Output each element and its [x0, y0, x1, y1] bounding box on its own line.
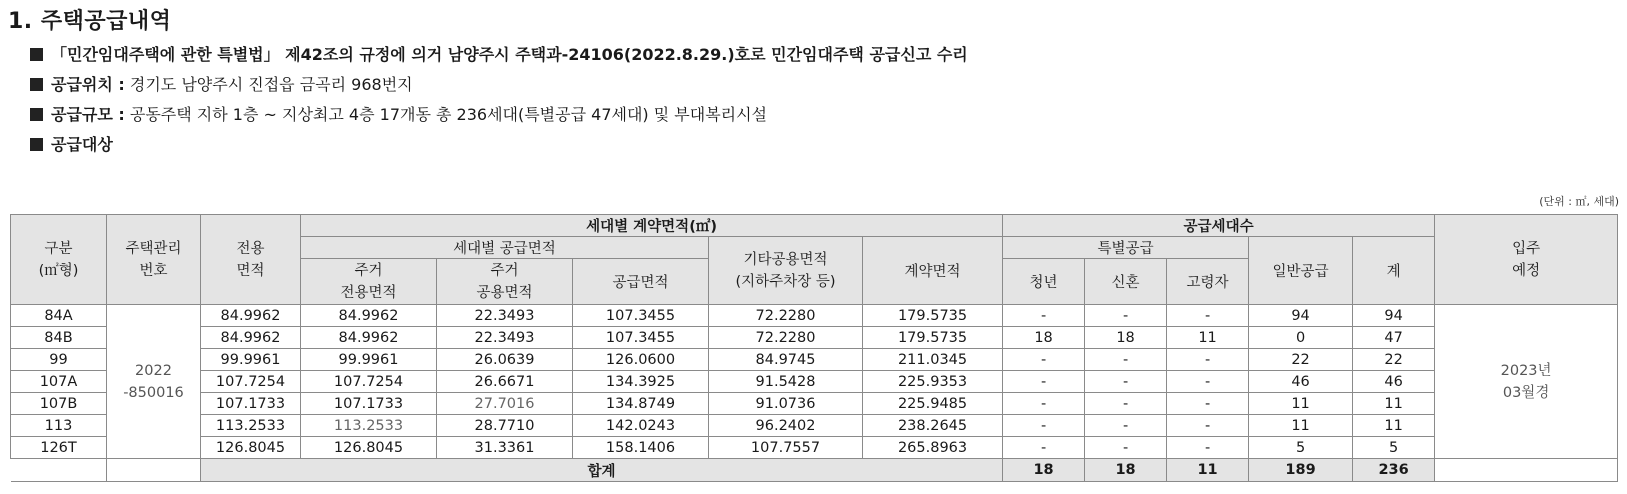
header-elderly: 고령자	[1167, 259, 1249, 305]
header-general-supply: 일반공급	[1249, 237, 1353, 305]
cell-type: 107A	[11, 371, 107, 393]
header-households-group: 공급세대수	[1003, 215, 1435, 237]
cell-total: 11	[1353, 393, 1435, 415]
cell-general: 11	[1249, 415, 1353, 437]
header-other-common: 기타공용면적 (지하주차장 등)	[709, 237, 863, 305]
cell-newlywed: -	[1085, 305, 1167, 327]
cell-residential-common: 26.6671	[437, 371, 573, 393]
bullet-list	[30, 40, 968, 160]
bullet-bold-text: 공급대상	[51, 135, 113, 154]
cell-total: 22	[1353, 349, 1435, 371]
cell-supply-area: 107.3455	[573, 305, 709, 327]
cell-supply-area: 134.3925	[573, 371, 709, 393]
cell-residential-exclusive: 113.2533	[301, 415, 437, 437]
cell-residential-common: 26.0639	[437, 349, 573, 371]
cell-general: 0	[1249, 327, 1353, 349]
cell-contract-area: 211.0345	[863, 349, 1003, 371]
bullet-item	[30, 130, 968, 160]
cell-supply-area: 158.1406	[573, 437, 709, 459]
cell-total: 47	[1353, 327, 1435, 349]
cell-other-common: 91.0736	[709, 393, 863, 415]
cell-contract-area: 179.5735	[863, 327, 1003, 349]
cell-type: 126T	[11, 437, 107, 459]
cell-residential-exclusive: 126.8045	[301, 437, 437, 459]
cell-residential-exclusive: 107.1733	[301, 393, 437, 415]
cell-supply-area: 126.0600	[573, 349, 709, 371]
cell-elderly: -	[1167, 349, 1249, 371]
cell-total: 94	[1353, 305, 1435, 327]
table-row	[11, 327, 1618, 349]
bullet-text: 경기도 남양주시 진접읍 금곡리 968번지	[124, 75, 413, 94]
header-newlywed: 신혼	[1085, 259, 1167, 305]
cell-youth: -	[1003, 349, 1085, 371]
cell-other-common: 96.2402	[709, 415, 863, 437]
cell-general: 46	[1249, 371, 1353, 393]
cell-residential-exclusive: 99.9961	[301, 349, 437, 371]
total-elderly: 11	[1167, 459, 1249, 482]
unit-note: (단위 : ㎡, 세대)	[1539, 195, 1619, 208]
header-movein: 입주 예정	[1435, 215, 1618, 305]
total-label: 합계	[201, 459, 1003, 482]
cell-elderly: -	[1167, 371, 1249, 393]
cell-exclusive-area: 84.9962	[201, 305, 301, 327]
cell-exclusive-area: 107.1733	[201, 393, 301, 415]
total-blank-cell	[107, 459, 201, 482]
cell-elderly: -	[1167, 305, 1249, 327]
cell-exclusive-area: 99.9961	[201, 349, 301, 371]
header-total: 계	[1353, 237, 1435, 305]
header-exclusive-area: 전용 면적	[201, 215, 301, 305]
cell-elderly: -	[1167, 437, 1249, 459]
table-row	[11, 393, 1618, 415]
header-supply-area-group: 세대별 공급면적	[301, 237, 709, 259]
cell-youth: -	[1003, 393, 1085, 415]
cell-type: 84A	[11, 305, 107, 327]
bullet-item	[30, 70, 968, 100]
square-bullet-icon	[30, 138, 43, 151]
cell-elderly: -	[1167, 415, 1249, 437]
cell-other-common: 84.9745	[709, 349, 863, 371]
cell-residential-common: 31.3361	[437, 437, 573, 459]
cell-exclusive-area: 113.2533	[201, 415, 301, 437]
cell-total: 11	[1353, 415, 1435, 437]
header-contract-area-group: 세대별 계약면적(㎡)	[301, 215, 1003, 237]
cell-other-common: 91.5428	[709, 371, 863, 393]
bullet-bold-text: 공급위치 :	[51, 75, 125, 94]
cell-newlywed: -	[1085, 415, 1167, 437]
cell-movein-date: 2023년 03월경	[1435, 305, 1618, 459]
total-row	[11, 459, 1618, 482]
total-blank-cell	[1435, 459, 1618, 482]
cell-contract-area: 179.5735	[863, 305, 1003, 327]
cell-newlywed: 18	[1085, 327, 1167, 349]
total-total: 236	[1353, 459, 1435, 482]
table-row	[11, 305, 1618, 327]
cell-general: 5	[1249, 437, 1353, 459]
header-mgmt-no: 주택관리 번호	[107, 215, 201, 305]
header-contract-area: 계약면적	[863, 237, 1003, 305]
cell-youth: -	[1003, 371, 1085, 393]
cell-exclusive-area: 84.9962	[201, 327, 301, 349]
bullet-text: 공동주택 지하 1층 ~ 지상최고 4층 17개동 총 236세대(특별공급 47세대) 및 부대복리시설	[124, 105, 768, 124]
header-type: 구분 (㎡형)	[11, 215, 107, 305]
total-newlywed: 18	[1085, 459, 1167, 482]
cell-newlywed: -	[1085, 349, 1167, 371]
cell-other-common: 72.2280	[709, 327, 863, 349]
cell-residential-exclusive: 107.7254	[301, 371, 437, 393]
cell-residential-exclusive: 84.9962	[301, 305, 437, 327]
cell-other-common: 72.2280	[709, 305, 863, 327]
cell-mgmt-no: 2022 -850016	[107, 305, 201, 459]
cell-general: 11	[1249, 393, 1353, 415]
section-title: 1. 주택공급내역	[8, 9, 172, 34]
cell-type: 113	[11, 415, 107, 437]
cell-contract-area: 225.9485	[863, 393, 1003, 415]
cell-contract-area: 225.9353	[863, 371, 1003, 393]
table-row	[11, 415, 1618, 437]
cell-newlywed: -	[1085, 393, 1167, 415]
table-row	[11, 371, 1618, 393]
cell-residential-common: 22.3493	[437, 327, 573, 349]
square-bullet-icon	[30, 108, 43, 121]
cell-elderly: -	[1167, 393, 1249, 415]
cell-contract-area: 238.2645	[863, 415, 1003, 437]
supply-table	[10, 214, 1618, 482]
cell-supply-area: 142.0243	[573, 415, 709, 437]
cell-type: 84B	[11, 327, 107, 349]
cell-total: 46	[1353, 371, 1435, 393]
header-supply-area: 공급면적	[573, 259, 709, 305]
cell-type: 107B	[11, 393, 107, 415]
total-blank-cell	[11, 459, 107, 482]
cell-residential-exclusive: 84.9962	[301, 327, 437, 349]
cell-contract-area: 265.8963	[863, 437, 1003, 459]
square-bullet-icon	[30, 78, 43, 91]
total-general: 189	[1249, 459, 1353, 482]
bullet-bold-text: 공급규모 :	[51, 105, 125, 124]
cell-youth: -	[1003, 437, 1085, 459]
table-row	[11, 349, 1618, 371]
cell-supply-area: 107.3455	[573, 327, 709, 349]
cell-newlywed: -	[1085, 437, 1167, 459]
cell-general: 22	[1249, 349, 1353, 371]
header-residential-common: 주거 공용면적	[437, 259, 573, 305]
cell-other-common: 107.7557	[709, 437, 863, 459]
table-row	[11, 437, 1618, 459]
cell-residential-common: 28.7710	[437, 415, 573, 437]
cell-supply-area: 134.8749	[573, 393, 709, 415]
header-youth: 청년	[1003, 259, 1085, 305]
cell-youth: -	[1003, 305, 1085, 327]
cell-type: 99	[11, 349, 107, 371]
cell-exclusive-area: 107.7254	[201, 371, 301, 393]
square-bullet-icon	[30, 48, 43, 61]
bullet-item	[30, 100, 968, 130]
header-residential-exclusive: 주거 전용면적	[301, 259, 437, 305]
cell-newlywed: -	[1085, 371, 1167, 393]
cell-general: 94	[1249, 305, 1353, 327]
bullet-item	[30, 40, 968, 70]
cell-exclusive-area: 126.8045	[201, 437, 301, 459]
bullet-bold-text: 「민간임대주택에 관한 특별법」 제42조의 규정에 의거 남양주시 주택과-24106(2022.8.29.)호로 민간임대주택 공급신고 수리	[51, 45, 968, 64]
total-youth: 18	[1003, 459, 1085, 482]
cell-total: 5	[1353, 437, 1435, 459]
cell-elderly: 11	[1167, 327, 1249, 349]
cell-youth: -	[1003, 415, 1085, 437]
cell-residential-common: 27.7016	[437, 393, 573, 415]
header-special-supply: 특별공급	[1003, 237, 1249, 259]
cell-youth: 18	[1003, 327, 1085, 349]
cell-residential-common: 22.3493	[437, 305, 573, 327]
